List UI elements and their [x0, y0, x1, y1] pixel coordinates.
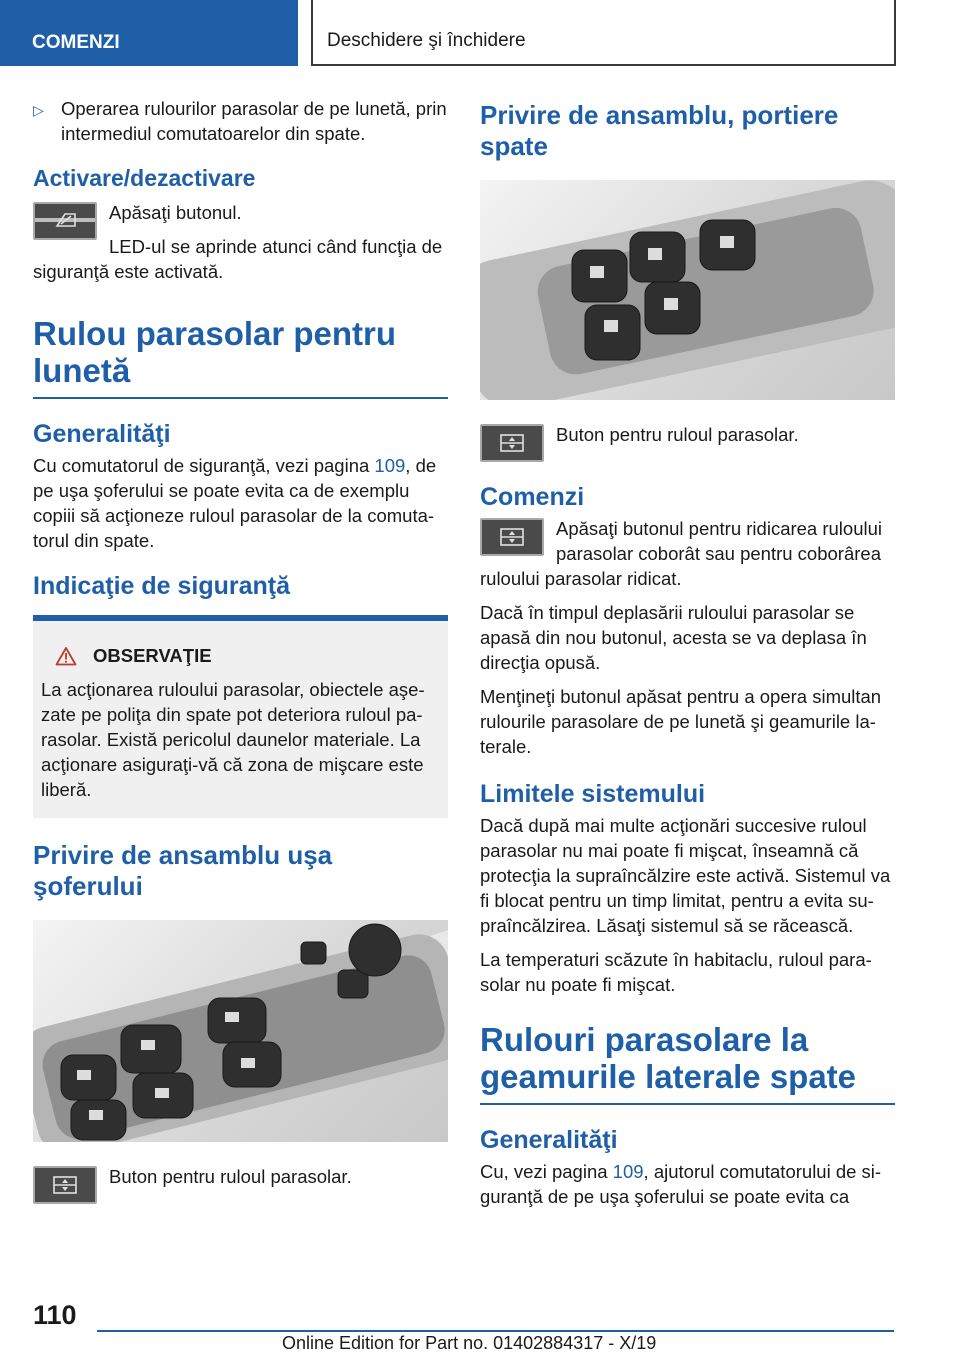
- general-text-after: , de pe uşa şoferului se poate evita ca de exemplu copiii să acţioneze ruloul parasolar de la comuta-torul din spate.: [33, 455, 437, 551]
- left-column: [33, 96, 448, 1210]
- heading-rear-doors: Privire de ansamblu, portiere spate: [480, 100, 839, 161]
- header-section: COMENZI: [0, 0, 298, 66]
- heading-general: Generalităţi: [33, 420, 171, 448]
- window-lock-icon: [33, 202, 97, 240]
- page-number: 110: [33, 1300, 77, 1330]
- controls-paragraph-2: Dacă în timpul deplasării ruloului parasolar se apasă din nou butonul, acesta se va deplasa în direcţia opusă.: [480, 602, 867, 673]
- activation-block: [33, 200, 448, 293]
- header-chapter: Deschidere şi închidere: [311, 0, 896, 66]
- right-column: [480, 100, 895, 1218]
- footer-divider: [97, 1330, 894, 1332]
- list-item: [33, 96, 448, 146]
- rear-door-switches-image: [480, 180, 895, 400]
- warning-title-text: OBSERVAŢIE: [93, 645, 212, 666]
- warning-box: [33, 615, 448, 818]
- general-paragraph: [33, 453, 448, 553]
- sunshade-icon: [480, 424, 544, 462]
- heading-controls: Comenzi: [480, 483, 585, 511]
- controls-block: [480, 516, 895, 600]
- controls-paragraph-1: Apăsaţi butonul pentru ridicarea ruloului parasolar coborât sau pentru coborârea ruloului parasolar ridicat.: [480, 518, 883, 589]
- triangle-right-icon: ▷: [33, 102, 44, 118]
- bullet-text: Operarea rulourilor parasolar de pe lunetă, prin intermediul comutatoarelor din spate.: [61, 98, 447, 144]
- driver-door-switches-image: [33, 920, 448, 1142]
- limits-paragraph-1: Dacă după mai multe acţionări succesive ruloul parasolar nu mai poate fi mişcat, înseamnă că protecţia la supraîncălzire este activă. Sistemul va fi blocat pentru un timp limitat, pentru a evita su-praîncălzirea. Lăsaţi sistemul să se răcească.: [480, 815, 891, 936]
- activation-step-1: Apăsaţi butonul.: [109, 202, 242, 223]
- warning-title: [41, 645, 434, 667]
- warning-triangle-icon: [55, 646, 77, 666]
- general-text-before: Cu comutatorul de siguranţă, vezi pagina: [33, 455, 375, 476]
- heading-activation: Activare/dezactivare: [33, 165, 256, 191]
- activation-step-2: LED-ul se aprinde atunci când funcţia de siguranţă este activată.: [33, 236, 443, 282]
- heading-general-2: Generalităţi: [480, 1126, 618, 1154]
- driver-door-caption: Buton pentru ruloul parasolar.: [109, 1166, 352, 1187]
- sunshade-icon: [480, 518, 544, 556]
- rear-doors-caption-block: [480, 422, 895, 468]
- limits-paragraph-2: La temperaturi scăzute în habitaclu, ruloul para-solar nu poate fi mişcat.: [480, 949, 872, 995]
- footer-edition: Online Edition for Part no. 01402884317 - X/19: [282, 1333, 657, 1353]
- general2-paragraph: [480, 1159, 895, 1209]
- general2-text-after: , ajutorul comutatorului de si-guranţă de pe uşa şoferului se poate evita ca: [480, 1161, 882, 1207]
- heading-safety: Indicaţie de siguranţă: [33, 572, 291, 600]
- heading-rear-shade: Rulou parasolar pentru lunetă: [33, 315, 448, 399]
- rear-doors-caption: Buton pentru ruloul parasolar.: [556, 424, 799, 445]
- heading-side-shades: Rulouri parasolare la geamurile laterale spate: [480, 1021, 895, 1105]
- warning-text: La acţionarea ruloului parasolar, obiectele aşe-zate pe poliţa din spate pot deteriora ruloul pa-rasolar. Există pericolul daunelor materiale. La acţionare asiguraţi-vă că zona de mişcare este liberă.: [41, 679, 425, 800]
- sunshade-icon: [33, 1166, 97, 1204]
- page-link-109[interactable]: 109: [612, 1161, 644, 1182]
- heading-limits: Limitele sistemului: [480, 780, 706, 808]
- driver-door-caption-block: [33, 1164, 448, 1210]
- page-link-109[interactable]: 109: [374, 455, 406, 476]
- heading-driver-door: Privire de ansamblu uşa şoferului: [33, 840, 333, 901]
- controls-paragraph-3: Menţineţi butonul apăsat pentru a opera simultan rulourile parasolare de pe lunetă şi geamurile la-terale.: [480, 686, 882, 757]
- general2-text-before: Cu, vezi pagina: [480, 1161, 613, 1182]
